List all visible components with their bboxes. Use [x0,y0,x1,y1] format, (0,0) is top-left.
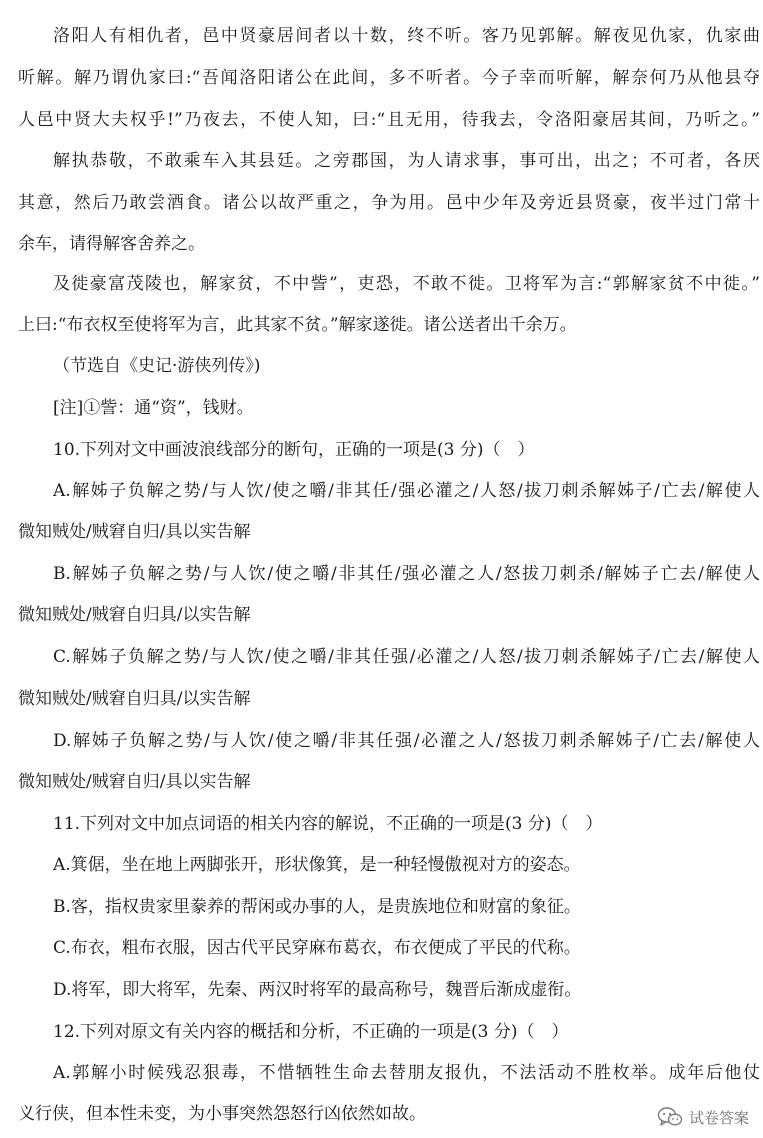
question-10-stem: 10.下列对文中画波浪线部分的断句，正确的一项是(3 分)（ ） [53,440,535,460]
question-10-option-b-cont: 微知贼处/贼窘自归具/以实告解 [18,605,251,625]
question-10-option-c: C.解姊子负解之势/与人饮/使之嚼/非其任强/必灌之/人怒/拔刀刺杀解姊子/亡去/解使人 [53,647,760,667]
question-12-stem: 12.下列对原文有关内容的概括和分析，不正确的一项是(3 分)（ ） [53,1022,569,1042]
passage-p2-line3: 余车，请得解客舍养之。 [18,234,205,254]
passage-p3-line2: 上曰:“布衣权至使将军为言，此其家不贫。”解家遂徙。诸公送者出千余万。 [18,315,577,335]
question-11-option-a: A.箕倨，坐在地上两脚张开，形状像箕，是一种轻慢傲视对方的姿态。 [53,855,581,875]
question-11-option-c: C.布衣，粗布衣服，因古代平民穿麻布葛衣，布衣便成了平民的代称。 [53,938,581,958]
question-12-option-a: A.郭解小时候残忍狠毒，不惜牺牲生命去替朋友报仇，不法活动不胜枚举。成年后他仗 [53,1063,760,1083]
passage-p3-line1: 及徙豪富茂陵也，解家贫，不中訾”，吏恐，不敢不徙。卫将军为言:“郭解家贫不中徙。” [53,274,760,294]
annotation-note: [注]①訾：通“资”，钱财。 [53,398,254,418]
question-10-option-d: D.解姊子负解之势/与人饮/使之嚼/非其任强/必灌之人/怒拔刀刺杀解姊子/亡去/解使人 [53,731,760,751]
passage-p1-line1: 洛阳人有相仇者，邑中贤豪居间者以十数，终不听。客乃见郭解。解夜见仇家，仇家曲 [53,26,760,46]
question-10-option-a: A.解姊子负解之势/与人饮/使之嚼/非其任/强必灌之/人怒/拔刀刺杀解姊子/亡去/解使人 [53,481,760,501]
question-12-option-a-cont: 义行侠，但本性未变，为小事突然怨怒行凶依然如故。 [18,1104,426,1124]
passage-p1-line2: 听解。解乃谓仇家曰:“吾闻洛阳诸公在此间，多不听者。今子幸而听解，解奈何乃从他县夺 [18,68,760,88]
passage-p2-line2: 其意，然后乃敢尝酒食。诸公以故严重之，争为用。邑中少年及旁近县贤豪，夜半过门常十 [18,193,760,213]
question-11-stem: 11.下列对文中加点词语的相关内容的解说，不正确的一项是(3 分)（ ） [53,814,603,834]
wechat-icon [657,1106,683,1128]
question-10-option-b: B.解姊子负解之势/与人饮/使之嚼/非其任/强必灌之人/怒拔刀刺杀/解姊子亡去/解使人 [53,564,760,584]
source-citation: （节选自《史记·游侠列传》) [53,356,261,376]
passage-p1-line3: 人邑中贤大夫权乎!”乃夜去，不使人知，曰:“且无用，待我去，令洛阳豪居其间，乃听之。” [18,110,760,130]
question-11-option-d: D.将军，即大将军，先秦、两汉时将军的最高称号，魏晋后渐成虚衔。 [53,980,582,1000]
passage-p2-line1: 解执恭敬，不敢乘车入其县廷。之旁郡国，为人请求事，事可出，出之；不可者，各厌 [53,151,760,171]
question-10-option-d-cont: 微知贼处/贼窘自归/具以实告解 [18,772,251,792]
question-11-option-b: B.客，指权贵家里豢养的帮闲或办事的人，是贵族地位和财富的象征。 [53,897,581,917]
watermark-text: 试卷答案 [688,1108,749,1127]
question-10-option-a-cont: 微知贼处/贼窘自归/具以实告解 [18,522,251,542]
watermark [657,1104,749,1130]
question-10-option-c-cont: 微知贼处/贼窘自归具/以实告解 [18,689,251,709]
